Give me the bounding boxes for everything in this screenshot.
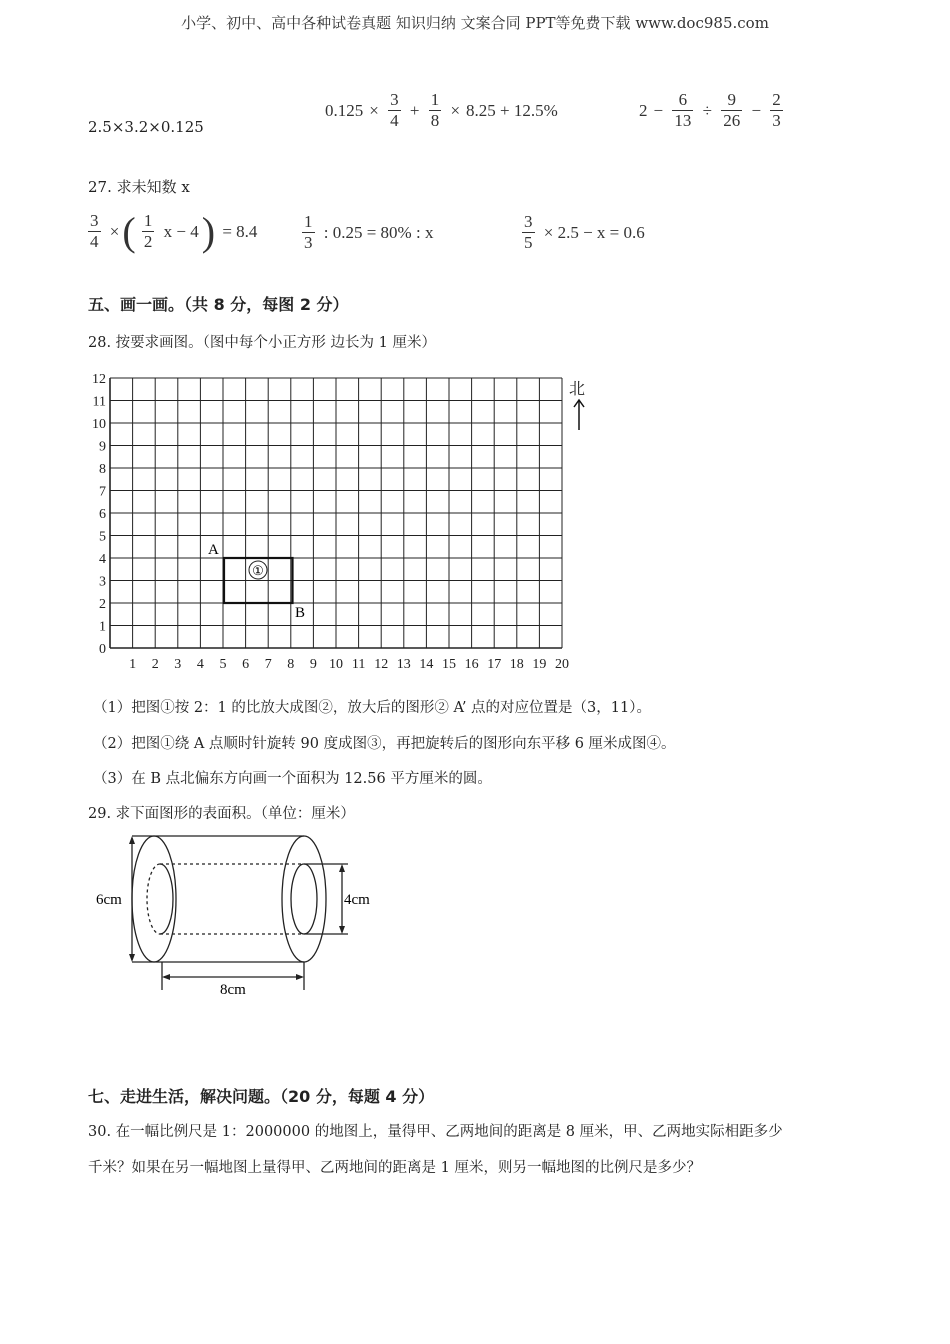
x-tick-label: 14 [419,657,434,672]
y-tick-label: 10 [92,417,106,432]
section-5-title: 五、画一画。（共 8 分，每图 2 分） [88,295,349,314]
north-arrow-icon [572,398,586,432]
q27-equation-3: $\frac{3}{5}$ × 2.5 − x = 0.6 [524,212,645,252]
outer-diameter-label: 6cm [96,892,122,908]
calc-expr-1: 2.5×3.2×0.125 [88,118,204,136]
x-tick-label: 18 [509,657,524,672]
x-tick-label: 11 [351,657,366,672]
section-7-title: 七、走进生活，解决问题。（20 分，每题 4 分） [88,1087,435,1106]
x-tick-label: 15 [442,657,456,672]
y-tick-label: 11 [92,394,106,410]
q28-sub-2: （2）把图①绕 A 点顺时针旋转 90 度成图③，再把旋转后的图形向东平移 6 厘米成图④。 [93,736,676,752]
y-tick-label: 8 [99,462,106,477]
q27-equation-2: $\frac{1}{3}$ : 0.25 = 80% : x [304,212,434,252]
x-tick-label: 12 [374,657,389,672]
x-tick-label: 13 [396,657,411,672]
x-tick-label: 19 [532,657,547,672]
x-tick-label: 6 [242,657,250,672]
hollow-cylinder-figure [86,825,386,1010]
x-tick-label: 20 [555,657,569,672]
north-label: 北 [569,379,586,398]
y-tick-label: 0 [99,642,106,657]
y-tick-label: 3 [99,574,106,590]
y-tick-label: 4 [99,552,106,567]
x-tick-label: 3 [174,657,182,672]
calc-expr-2: 0.125 × $\frac{3}{4}$ + $\frac{1}{8}$ × 8.25 + 12.5% [325,90,558,130]
q28-sub-3: （3）在 B 点北偏东方向画一个面积为 12.56 平方厘米的圆。 [93,771,492,787]
x-tick-label: 1 [129,657,137,672]
calc-expr-3: 2 − $\frac{6}{13}$ ÷ $\frac{9}{26}$ − $\frac{2}{3}$ [639,90,781,130]
y-tick-label: 12 [92,372,106,387]
x-tick-label: 9 [309,657,317,672]
x-tick-label: 16 [464,657,479,672]
page-header: 小学、初中、高中各种试卷真题 知识归纳 文案合同 PPT等免费下载 www.doc985.com [181,14,769,32]
length-label: 8cm [220,982,246,998]
coordinate-grid [86,364,606,674]
x-tick-label: 4 [196,657,204,672]
x-tick-label: 8 [287,657,295,672]
y-tick-label: 5 [99,529,106,545]
q27-equation-1: $\frac{3}{4}$ ×( $\frac{1}{2}$ x − 4) = 8.4 [90,209,258,254]
x-tick-label: 10 [329,657,343,672]
q27-title: 27. 求未知数 x [88,178,190,196]
x-tick-label: 2 [151,657,159,672]
shape-1-label: ① [252,563,264,578]
q30-line-2: 千米？如果在另一幅地图上量得甲、乙两地间的距离是 1 厘米，则另一幅地图的比例尺是多少？ [88,1160,701,1176]
y-tick-label: 6 [99,507,106,522]
q28-title: 28. 按要求画图。（图中每个小正方形 边长为 1 厘米） [88,335,436,351]
q29-title: 29. 求下面图形的表面积。（单位：厘米） [88,806,355,822]
point-b-label: B [295,605,306,621]
x-tick-label: 17 [487,657,502,672]
x-tick-label: 7 [264,657,272,672]
y-tick-label: 2 [99,597,106,612]
y-tick-label: 9 [99,439,106,455]
q30-line-1: 30. 在一幅比例尺是 1：2000000 的地图上，量得甲、乙两地间的距离是 8 厘米，甲、乙两地实际相距多少 [88,1124,783,1140]
y-tick-label: 1 [99,619,106,635]
y-tick-label: 7 [99,484,106,500]
q28-sub-1: （1）把图①按 2：1 的比放大成图②，放大后的图形② A’ 点的对应位置是（3，11）。 [93,700,651,716]
inner-diameter-label: 4cm [344,892,370,908]
point-a-label: A [208,542,219,558]
x-tick-label: 5 [219,657,227,672]
